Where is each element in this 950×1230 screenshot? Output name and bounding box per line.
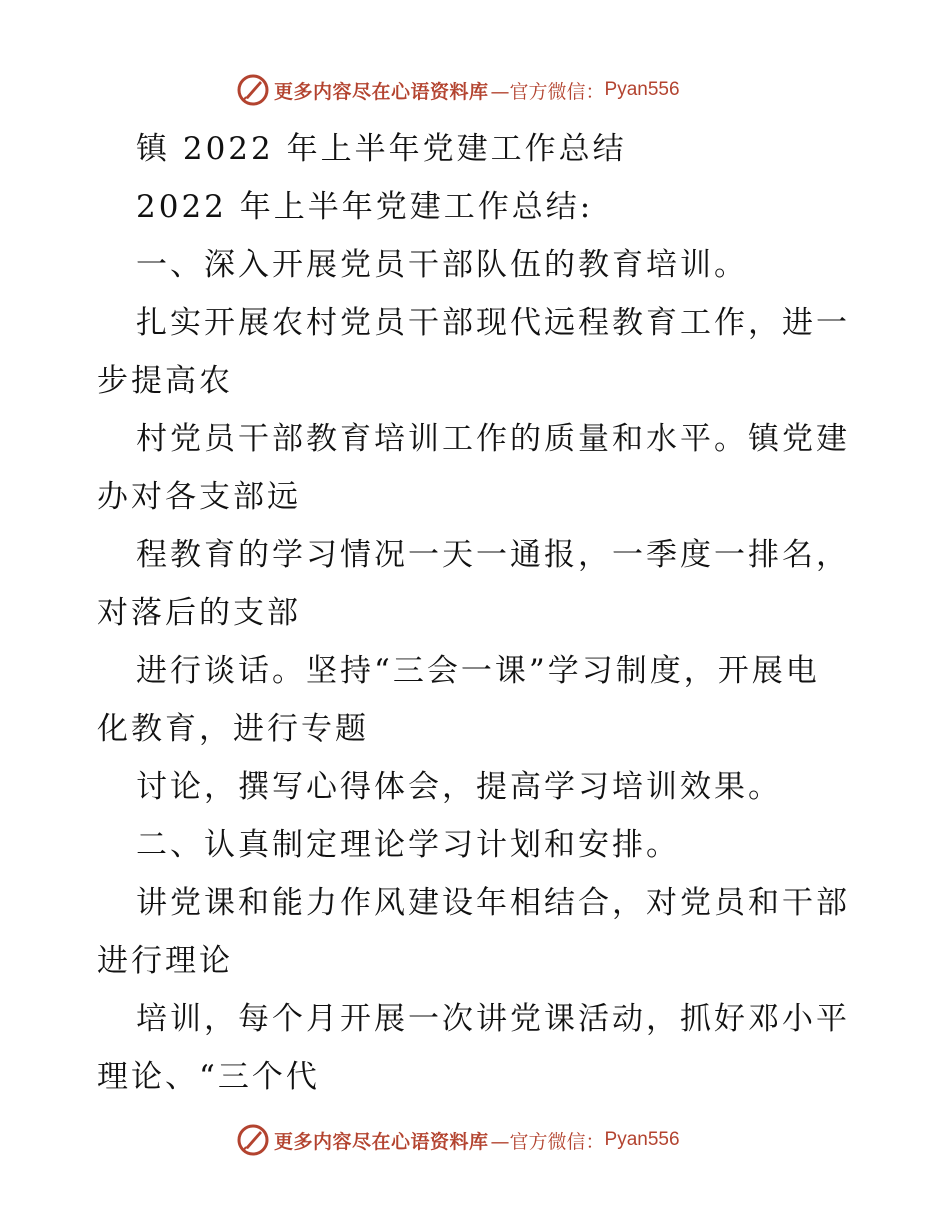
paragraph-line: 化教育，进行专题: [97, 711, 369, 747]
doc-subtitle: 2022 年上半年党建工作总结:: [136, 189, 594, 225]
paragraph-line: 村党员干部教育培训工作的质量和水平。镇党建: [136, 421, 850, 457]
watermark-text-id: Pyan556: [604, 79, 680, 100]
paragraph-line: 办对各支部远: [97, 479, 301, 515]
watermark-text-sep: —官方微信：: [490, 1130, 605, 1153]
watermark-banner-bottom: [236, 1122, 756, 1158]
paragraph-line: 步提高农: [97, 363, 233, 399]
doc-title: 镇 2022 年上半年党建工作总结: [136, 131, 627, 167]
paragraph-line: 对落后的支部: [97, 595, 301, 631]
paragraph-line: 进行谈话。坚持“三会一课”学习制度，开展电: [136, 653, 820, 689]
quill-circle-logo-icon: [236, 73, 270, 107]
watermark-text-sep: —官方微信：: [490, 80, 605, 103]
paragraph-line: 讲党课和能力作风建设年相结合，对党员和干部: [136, 885, 850, 921]
paragraph-line: 讨论，撰写心得体会，提高学习培训效果。: [136, 769, 782, 805]
paragraph-line: 扎实开展农村党员干部现代远程教育工作，进一: [136, 305, 850, 341]
section-heading-2: 二、认真制定理论学习计划和安排。: [136, 827, 680, 863]
watermark-text-main: 更多内容尽在心语资料库: [274, 80, 489, 103]
watermark-text-main: 更多内容尽在心语资料库: [274, 1130, 489, 1153]
section-heading-1: 一、深入开展党员干部队伍的教育培训。: [136, 247, 748, 283]
quill-circle-logo-icon: [236, 1123, 270, 1157]
paragraph-line: 培训，每个月开展一次讲党课活动，抓好邓小平: [136, 1001, 850, 1037]
watermark-banner-top: [236, 72, 756, 108]
watermark-text-id: Pyan556: [604, 1129, 680, 1150]
paragraph-line: 理论、“三个代: [97, 1059, 320, 1095]
paragraph-line: 程教育的学习情况一天一通报，一季度一排名，: [136, 537, 850, 573]
paragraph-line: 进行理论: [97, 943, 233, 979]
